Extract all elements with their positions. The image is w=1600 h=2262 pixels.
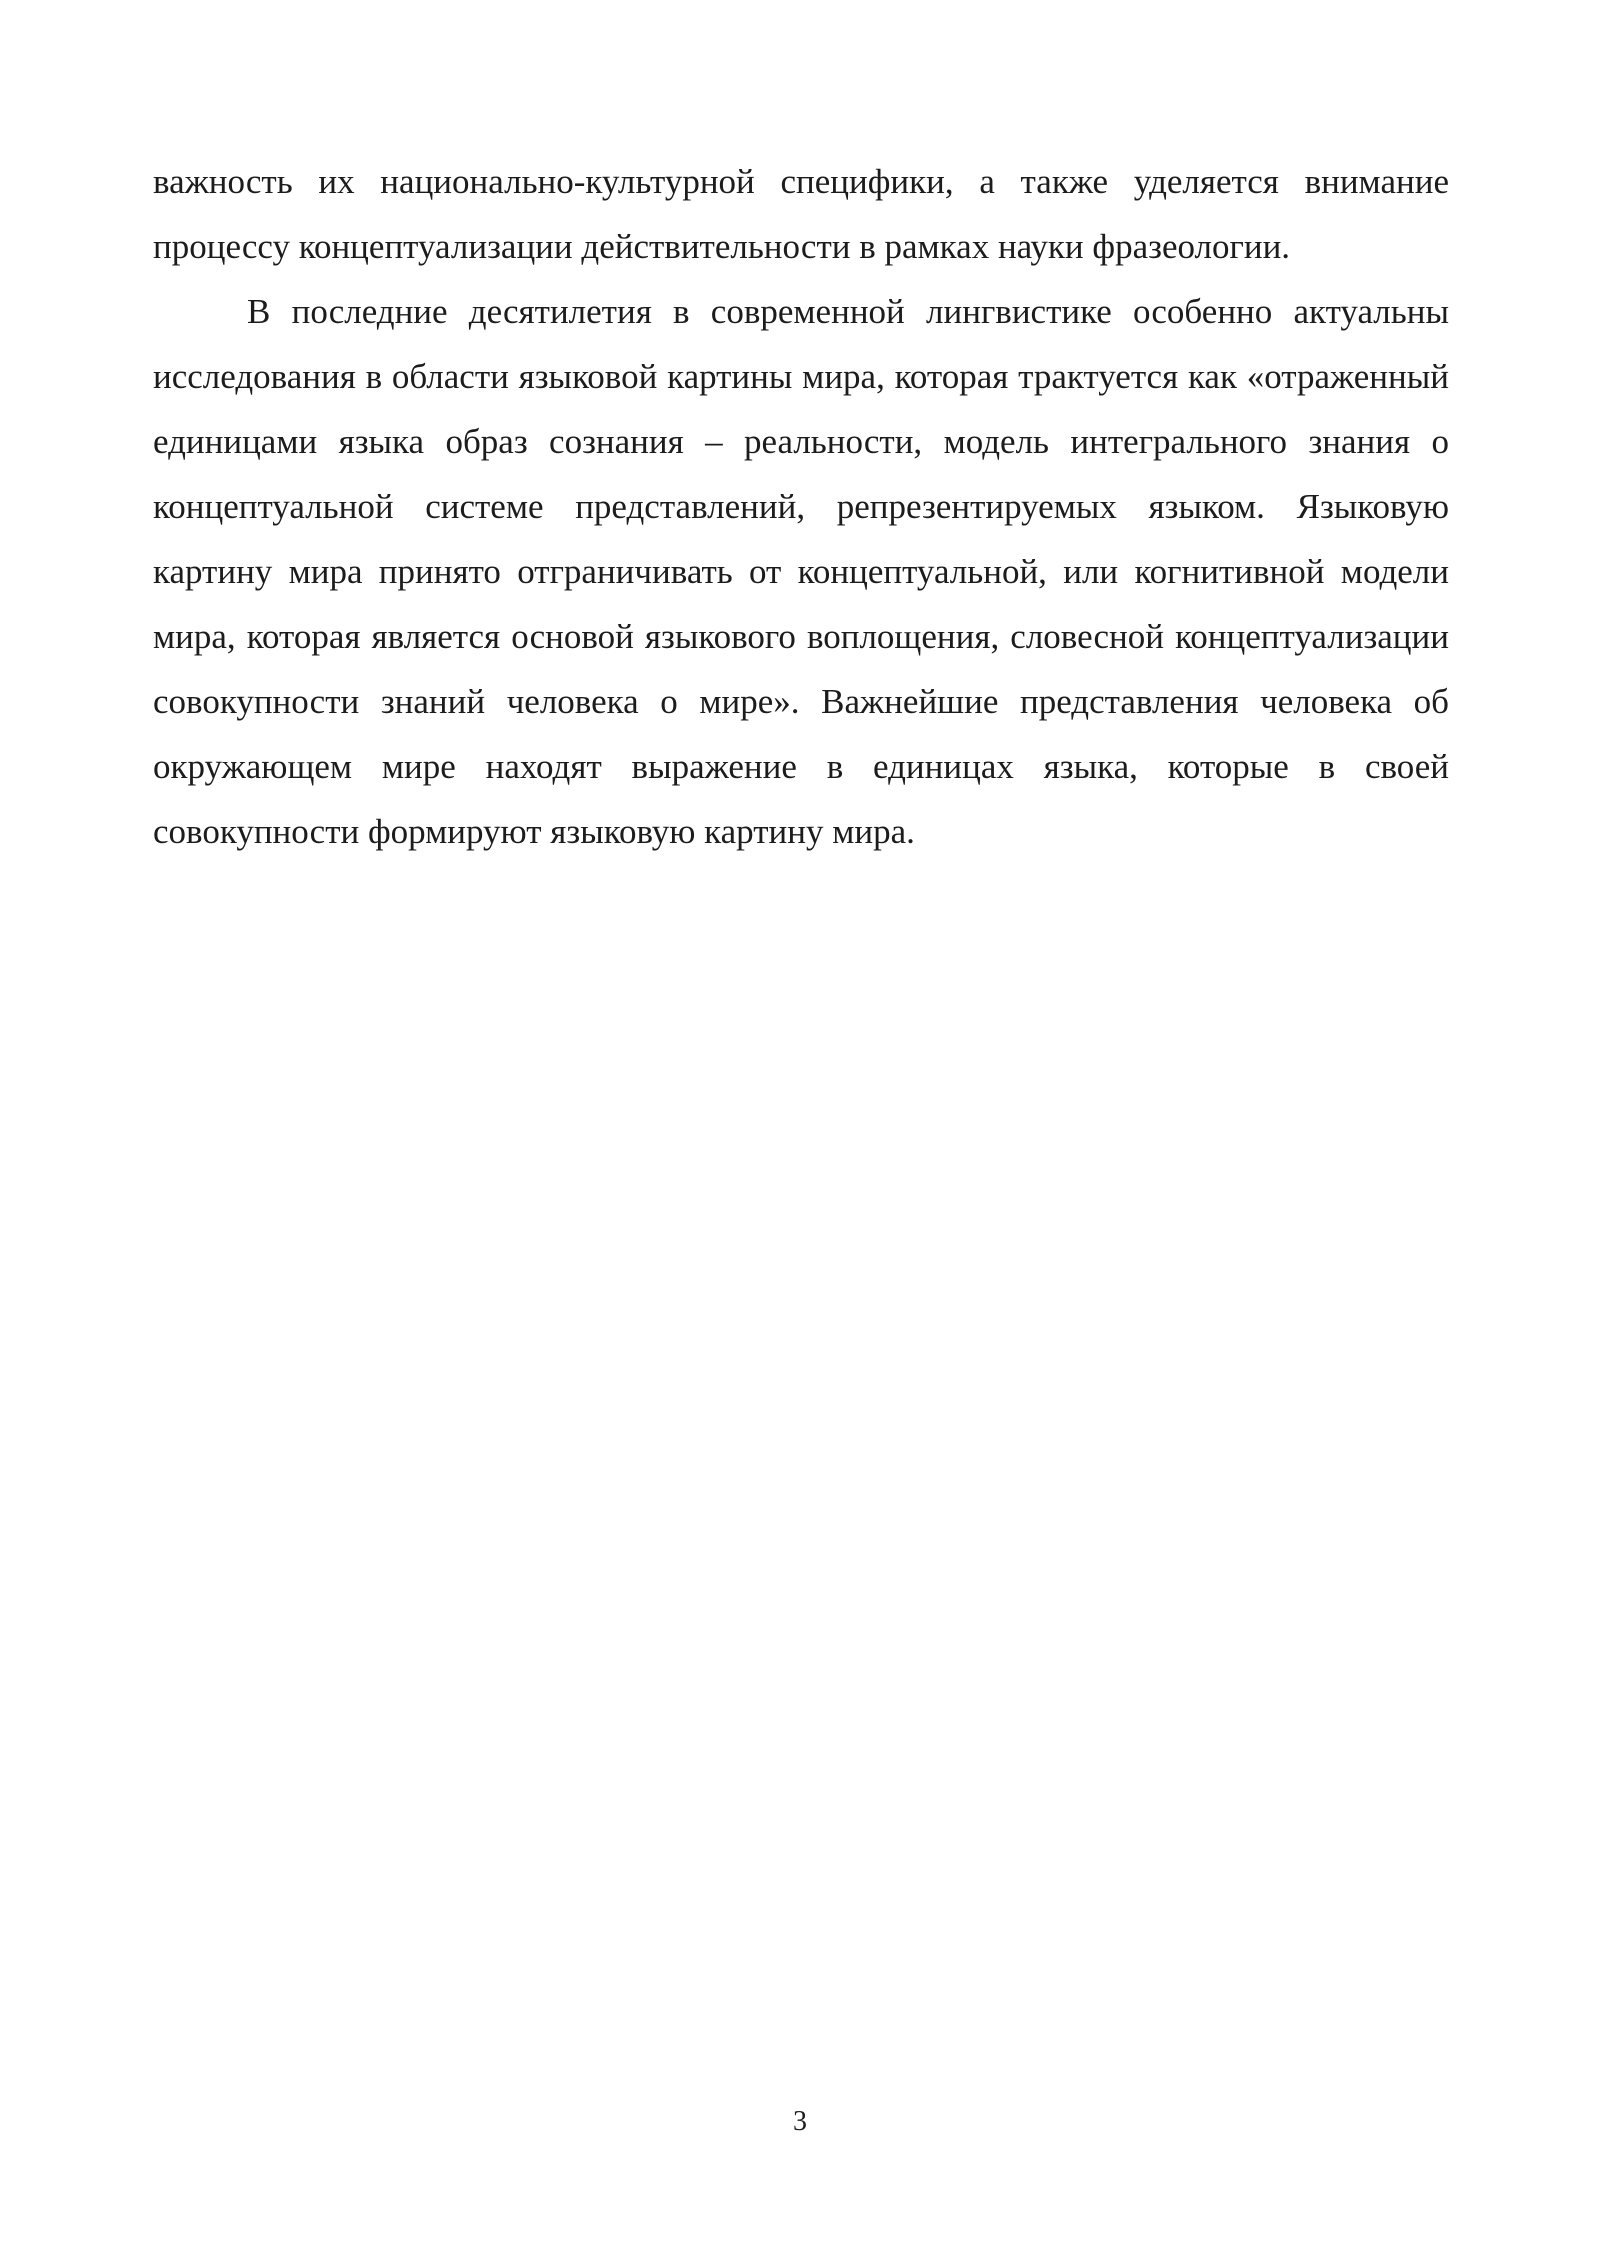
page-number: 3 — [793, 2106, 807, 2137]
paragraph-language-worldview: В последние десятилетия в современной лингвистике особенно актуальны исследования в области языковой картины мира, которая трактуется как «отраженный единицами языка образ сознания – реальности, модель интегрального знания о концептуальной системе представлений, репрезентируемых языком. Языковую картину мира принято отграничивать от концептуальной, или когнитивной модели мира, которая является основой языкового воплощения, словесной концептуализации совокупности знаний человека о мире». Важнейшие представления человека об окружающем мире находят выражение в единицах языка, которые в своей совокупности формируют языковую картину мира. — [153, 292, 1449, 851]
document-body — [153, 149, 1449, 864]
paragraph-continuation: важность их национально-культурной специфики, а также уделяется внимание процессу концептуализации действительности в рамках науки фразеологии. — [153, 162, 1449, 266]
